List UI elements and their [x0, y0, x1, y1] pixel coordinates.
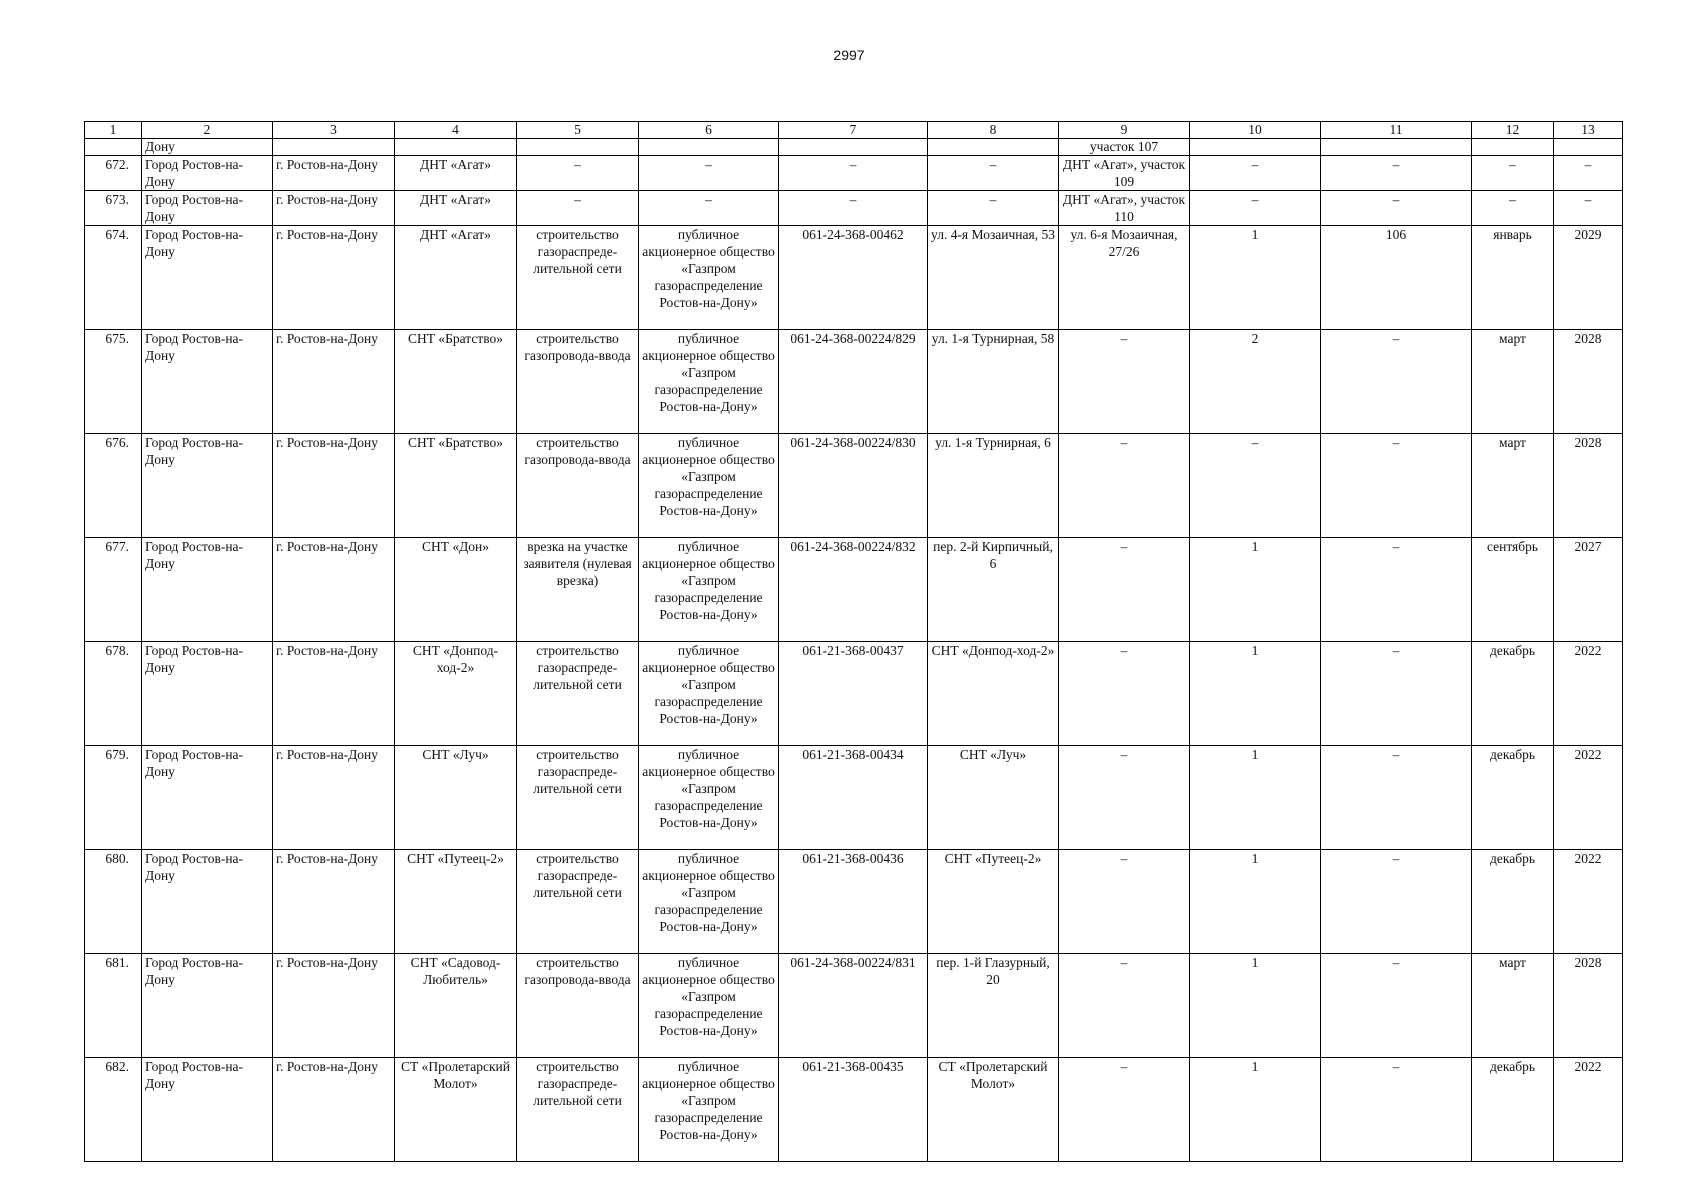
table-row: [85, 434, 1623, 538]
connection-address-cell: –: [1059, 330, 1190, 434]
column-number: 10: [1190, 122, 1321, 139]
points-count-cell: 1: [1190, 538, 1321, 642]
settlement-cell: г. Ростов-на-Дону: [273, 156, 395, 191]
column-number-row: [85, 122, 1623, 139]
executor-cell: публичное акционерное общество «Газпром газораспределение Ростов-на-Дону»: [639, 330, 779, 434]
year-cell: 2022: [1554, 642, 1623, 746]
location-cell: СНТ «Донпод-ход-2»: [395, 642, 517, 746]
length-cell: –: [1321, 850, 1472, 954]
executor-cell: публичное акционерное общество «Газпром газораспределение Ростов-на-Дону»: [639, 1058, 779, 1162]
contract-number-cell: 061-24-368-00224/831: [779, 954, 928, 1058]
page-number: 2997: [833, 47, 865, 63]
contract-number-cell: 061-21-368-00436: [779, 850, 928, 954]
cont-cell: [1190, 139, 1321, 156]
object-address-cell: СТ «Пролетарский Молот»: [928, 1058, 1059, 1162]
connection-address-cell: –: [1059, 850, 1190, 954]
row-number-cell: 677.: [85, 538, 142, 642]
municipality-cell: Город Ростов-на-Дону: [142, 954, 273, 1058]
object-address-cell: ул. 4-я Мозаичная, 53: [928, 226, 1059, 330]
work-type-cell: строительство газораспреде-лительной сети: [517, 1058, 639, 1162]
table-row: [85, 1058, 1623, 1162]
municipality-cell: Город Ростов-на-Дону: [142, 850, 273, 954]
location-cell: СНТ «Луч»: [395, 746, 517, 850]
column-number: 7: [779, 122, 928, 139]
table-row: [85, 538, 1623, 642]
points-count-cell: 1: [1190, 850, 1321, 954]
settlement-cell: г. Ростов-на-Дону: [273, 642, 395, 746]
location-cell: СНТ «Братство»: [395, 330, 517, 434]
municipality-cell: Город Ростов-на-Дону: [142, 330, 273, 434]
work-type-cell: врезка на участке заявителя (нулевая врезка): [517, 538, 639, 642]
municipality-cell: Город Ростов-на-Дону: [142, 226, 273, 330]
year-cell: 2028: [1554, 954, 1623, 1058]
contract-number-cell: 061-21-368-00435: [779, 1058, 928, 1162]
settlement-cell: г. Ростов-на-Дону: [273, 538, 395, 642]
column-number: 12: [1472, 122, 1554, 139]
year-cell: 2022: [1554, 1058, 1623, 1162]
executor-cell: публичное акционерное общество «Газпром газораспределение Ростов-на-Дону»: [639, 746, 779, 850]
length-cell: –: [1321, 954, 1472, 1058]
municipality-cell: Город Ростов-на-Дону: [142, 642, 273, 746]
gasification-table: [84, 121, 1623, 1162]
cont-cell: [517, 139, 639, 156]
points-count-cell: –: [1190, 191, 1321, 226]
points-count-cell: 1: [1190, 226, 1321, 330]
connection-address-cell: –: [1059, 434, 1190, 538]
cont-cell: Дону: [142, 139, 273, 156]
settlement-cell: г. Ростов-на-Дону: [273, 746, 395, 850]
row-number-cell: 681.: [85, 954, 142, 1058]
year-cell: 2028: [1554, 330, 1623, 434]
points-count-cell: –: [1190, 434, 1321, 538]
cont-cell: [639, 139, 779, 156]
column-number: 9: [1059, 122, 1190, 139]
connection-address-cell: –: [1059, 746, 1190, 850]
points-count-cell: 1: [1190, 642, 1321, 746]
cont-cell: [273, 139, 395, 156]
executor-cell: публичное акционерное общество «Газпром газораспределение Ростов-на-Дону»: [639, 538, 779, 642]
length-cell: –: [1321, 191, 1472, 226]
column-number: 8: [928, 122, 1059, 139]
work-type-cell: строительство газопровода-ввода: [517, 954, 639, 1058]
length-cell: –: [1321, 538, 1472, 642]
work-type-cell: –: [517, 191, 639, 226]
month-cell: март: [1472, 330, 1554, 434]
column-number: 11: [1321, 122, 1472, 139]
month-cell: декабрь: [1472, 850, 1554, 954]
row-number-cell: 673.: [85, 191, 142, 226]
cont-cell: [1472, 139, 1554, 156]
month-cell: декабрь: [1472, 642, 1554, 746]
settlement-cell: г. Ростов-на-Дону: [273, 954, 395, 1058]
length-cell: –: [1321, 434, 1472, 538]
connection-address-cell: ул. 6-я Мозаичная, 27/26: [1059, 226, 1190, 330]
table-row: [85, 850, 1623, 954]
cont-cell: [1321, 139, 1472, 156]
year-cell: 2029: [1554, 226, 1623, 330]
month-cell: март: [1472, 954, 1554, 1058]
settlement-cell: г. Ростов-на-Дону: [273, 330, 395, 434]
year-cell: 2022: [1554, 850, 1623, 954]
table-row: [85, 330, 1623, 434]
object-address-cell: пер. 2-й Кирпичный, 6: [928, 538, 1059, 642]
connection-address-cell: –: [1059, 538, 1190, 642]
work-type-cell: –: [517, 156, 639, 191]
settlement-cell: г. Ростов-на-Дону: [273, 226, 395, 330]
contract-number-cell: 061-24-368-00462: [779, 226, 928, 330]
column-number: 3: [273, 122, 395, 139]
contract-number-cell: 061-24-368-00224/829: [779, 330, 928, 434]
length-cell: –: [1321, 1058, 1472, 1162]
contract-number-cell: 061-21-368-00437: [779, 642, 928, 746]
executor-cell: публичное акционерное общество «Газпром газораспределение Ростов-на-Дону»: [639, 226, 779, 330]
points-count-cell: 2: [1190, 330, 1321, 434]
length-cell: –: [1321, 330, 1472, 434]
location-cell: ДНТ «Агат»: [395, 226, 517, 330]
work-type-cell: строительство газораспреде-лительной сети: [517, 642, 639, 746]
executor-cell: публичное акционерное общество «Газпром газораспределение Ростов-на-Дону»: [639, 850, 779, 954]
column-number: 2: [142, 122, 273, 139]
settlement-cell: г. Ростов-на-Дону: [273, 191, 395, 226]
object-address-cell: –: [928, 156, 1059, 191]
row-number-cell: 676.: [85, 434, 142, 538]
row-number-cell: 680.: [85, 850, 142, 954]
location-cell: СНТ «Дон»: [395, 538, 517, 642]
cont-cell: участок 107: [1059, 139, 1190, 156]
row-number-cell: 678.: [85, 642, 142, 746]
object-address-cell: ул. 1-я Турнирная, 58: [928, 330, 1059, 434]
municipality-cell: Город Ростов-на-Дону: [142, 191, 273, 226]
points-count-cell: –: [1190, 156, 1321, 191]
column-number: 13: [1554, 122, 1623, 139]
year-cell: –: [1554, 191, 1623, 226]
column-number: 1: [85, 122, 142, 139]
cont-cell: [779, 139, 928, 156]
location-cell: СНТ «Садовод-Любитель»: [395, 954, 517, 1058]
year-cell: –: [1554, 156, 1623, 191]
contract-number-cell: –: [779, 191, 928, 226]
location-cell: СНТ «Братство»: [395, 434, 517, 538]
length-cell: 106: [1321, 226, 1472, 330]
row-number-cell: 674.: [85, 226, 142, 330]
year-cell: 2028: [1554, 434, 1623, 538]
points-count-cell: 1: [1190, 746, 1321, 850]
municipality-cell: Город Ростов-на-Дону: [142, 156, 273, 191]
executor-cell: –: [639, 191, 779, 226]
cont-cell: [1554, 139, 1623, 156]
object-address-cell: СНТ «Донпод-ход-2»: [928, 642, 1059, 746]
settlement-cell: г. Ростов-на-Дону: [273, 1058, 395, 1162]
year-cell: 2022: [1554, 746, 1623, 850]
municipality-cell: Город Ростов-на-Дону: [142, 746, 273, 850]
continuation-row: [85, 139, 1623, 156]
row-number-cell: 682.: [85, 1058, 142, 1162]
length-cell: –: [1321, 746, 1472, 850]
table-row: [85, 226, 1623, 330]
contract-number-cell: 061-24-368-00224/832: [779, 538, 928, 642]
cont-cell: [395, 139, 517, 156]
connection-address-cell: ДНТ «Агат», участок 109: [1059, 156, 1190, 191]
executor-cell: публичное акционерное общество «Газпром газораспределение Ростов-на-Дону»: [639, 642, 779, 746]
length-cell: –: [1321, 642, 1472, 746]
cont-cell: [85, 139, 142, 156]
column-number: 5: [517, 122, 639, 139]
year-cell: 2027: [1554, 538, 1623, 642]
month-cell: сентябрь: [1472, 538, 1554, 642]
object-address-cell: ул. 1-я Турнирная, 6: [928, 434, 1059, 538]
location-cell: СТ «Пролетарский Молот»: [395, 1058, 517, 1162]
column-number: 4: [395, 122, 517, 139]
municipality-cell: Город Ростов-на-Дону: [142, 538, 273, 642]
month-cell: –: [1472, 191, 1554, 226]
municipality-cell: Город Ростов-на-Дону: [142, 434, 273, 538]
row-number-cell: 672.: [85, 156, 142, 191]
object-address-cell: –: [928, 191, 1059, 226]
object-address-cell: СНТ «Луч»: [928, 746, 1059, 850]
work-type-cell: строительство газораспреде-лительной сети: [517, 746, 639, 850]
month-cell: декабрь: [1472, 1058, 1554, 1162]
table-row: [85, 954, 1623, 1058]
contract-number-cell: 061-24-368-00224/830: [779, 434, 928, 538]
object-address-cell: СНТ «Путеец-2»: [928, 850, 1059, 954]
table-row: [85, 191, 1623, 226]
points-count-cell: 1: [1190, 954, 1321, 1058]
work-type-cell: строительство газопровода-ввода: [517, 330, 639, 434]
table-row: [85, 156, 1623, 191]
municipality-cell: Город Ростов-на-Дону: [142, 1058, 273, 1162]
month-cell: –: [1472, 156, 1554, 191]
location-cell: ДНТ «Агат»: [395, 156, 517, 191]
location-cell: ДНТ «Агат»: [395, 191, 517, 226]
row-number-cell: 679.: [85, 746, 142, 850]
month-cell: март: [1472, 434, 1554, 538]
work-type-cell: строительство газораспреде-лительной сети: [517, 226, 639, 330]
table-row: [85, 642, 1623, 746]
settlement-cell: г. Ростов-на-Дону: [273, 850, 395, 954]
month-cell: декабрь: [1472, 746, 1554, 850]
connection-address-cell: ДНТ «Агат», участок 110: [1059, 191, 1190, 226]
table-row: [85, 746, 1623, 850]
executor-cell: публичное акционерное общество «Газпром газораспределение Ростов-на-Дону»: [639, 954, 779, 1058]
connection-address-cell: –: [1059, 642, 1190, 746]
cont-cell: [928, 139, 1059, 156]
length-cell: –: [1321, 156, 1472, 191]
month-cell: январь: [1472, 226, 1554, 330]
row-number-cell: 675.: [85, 330, 142, 434]
work-type-cell: строительство газораспреде-лительной сети: [517, 850, 639, 954]
executor-cell: –: [639, 156, 779, 191]
points-count-cell: 1: [1190, 1058, 1321, 1162]
connection-address-cell: –: [1059, 954, 1190, 1058]
contract-number-cell: 061-21-368-00434: [779, 746, 928, 850]
work-type-cell: строительство газопровода-ввода: [517, 434, 639, 538]
settlement-cell: г. Ростов-на-Дону: [273, 434, 395, 538]
column-number: 6: [639, 122, 779, 139]
contract-number-cell: –: [779, 156, 928, 191]
location-cell: СНТ «Путеец-2»: [395, 850, 517, 954]
object-address-cell: пер. 1-й Глазурный, 20: [928, 954, 1059, 1058]
connection-address-cell: –: [1059, 1058, 1190, 1162]
executor-cell: публичное акционерное общество «Газпром газораспределение Ростов-на-Дону»: [639, 434, 779, 538]
